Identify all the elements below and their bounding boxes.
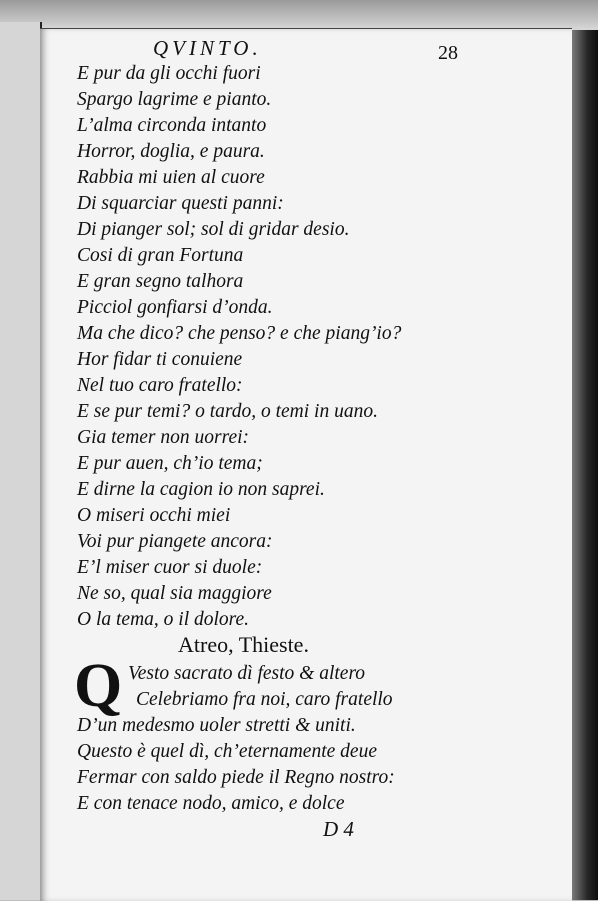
verse-line: L’alma circonda intanto: [77, 115, 267, 136]
speech-line: D’un medesmo uoler stretti & uniti.: [77, 715, 356, 736]
verse-line: E pur auen, ch’io tema;: [77, 453, 263, 474]
speech-line: Vesto sacrato dì festo & altero: [128, 663, 366, 684]
verse-line: E dirne la cagion io non saprei.: [77, 479, 325, 500]
verse-line: O miseri occhi miei: [77, 505, 231, 526]
verse-line: Picciol gonfiarsi d’onda.: [77, 297, 273, 318]
verse-line: Voi pur piangete ancora:: [77, 531, 273, 552]
verse-line: E pur da gli occhi fuori: [77, 63, 261, 84]
speech-line: Celebriamo fra noi, caro fratello: [136, 689, 393, 710]
verse-line: Hor fidar ti conuiene: [77, 349, 243, 370]
verse-line: Gia temer non uorrei:: [77, 427, 250, 448]
page-gutter-shadow: [572, 30, 598, 900]
verse-line: Di pianger sol; sol di gridar desio.: [77, 219, 350, 240]
drop-cap: Q: [74, 652, 123, 720]
scan-background: [0, 0, 598, 30]
verse-line: Cosi di gran Fortuna: [77, 245, 244, 266]
speech-line: Fermar con saldo piede il Regno nostro:: [77, 767, 395, 788]
verse-line: E’l miser cuor si duole:: [77, 557, 263, 578]
speaker-heading: Atreo, Thieste.: [178, 632, 309, 657]
verse-line: Horror, doglia, e paura.: [77, 141, 265, 162]
speech-line: Questo è quel dì, ch’eternamente deue: [77, 741, 377, 762]
verse-line: E se pur temi? o tardo, o temi in uano.: [77, 401, 378, 422]
running-head: QVINTO.: [153, 36, 262, 60]
verse-line: Di squarciar questi panni:: [77, 193, 284, 214]
verse-line: Spargo lagrime e pianto.: [77, 89, 272, 110]
previous-page-edge: [0, 22, 42, 900]
page-number: 28: [438, 42, 458, 64]
signature-mark: D 4: [323, 817, 354, 841]
speech-line: E con tenace nodo, amico, e dolce: [77, 793, 345, 814]
verse-line: Ne so, qual sia maggiore: [77, 583, 272, 604]
verse-line: Rabbia mi uien al cuore: [77, 167, 265, 188]
verse-line: O la tema, o il dolore.: [77, 609, 250, 630]
verse-line: Ma che dico? che penso? e che piang’io?: [77, 323, 402, 344]
verse-line: Nel tuo caro fratello:: [77, 375, 243, 396]
verse-line: E gran segno talhora: [77, 271, 244, 292]
